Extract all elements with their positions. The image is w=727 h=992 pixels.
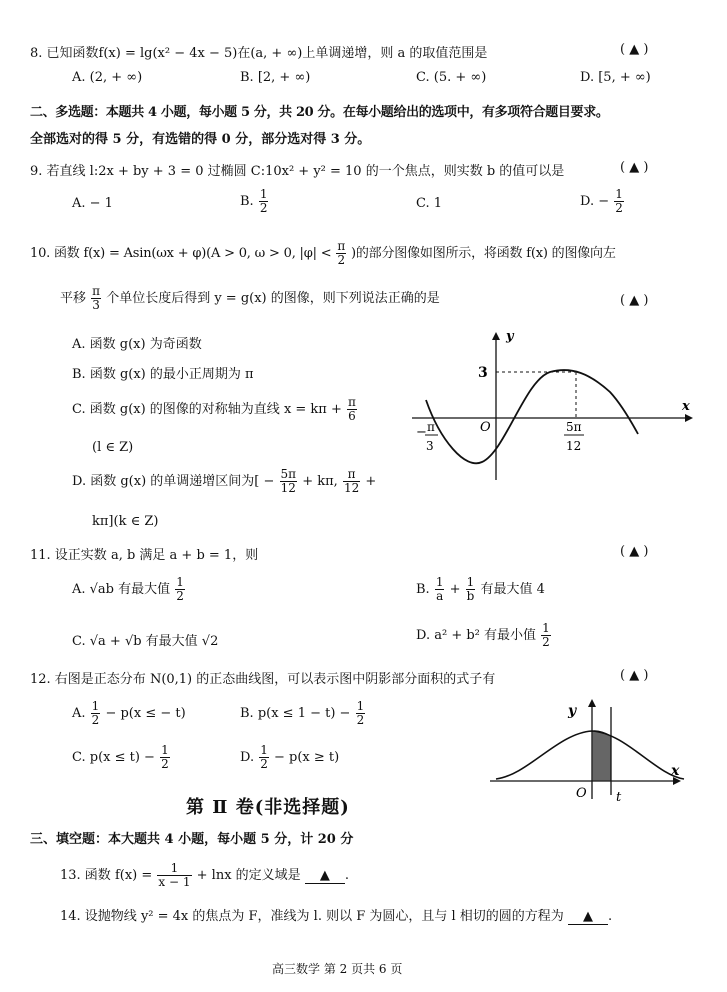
q10-option-c: C. 函数 g(x) 的图像的对称轴为直线 x = kπ + $\frac{\pi}{6}$ [72, 395, 356, 423]
q14-answer-blank[interactable]: ▲ [568, 909, 608, 925]
q11-option-a: A. √ab 有最大值 $\frac{1}{2}$ [72, 575, 184, 603]
q9-stem: 9. 若直线 l:2x + by + 3 = 0 过椭圆 C:10x² + y² = 10 的一个焦点，则实数 b 的值可以是 [30, 164, 565, 179]
q12-normal-curve-graph [488, 695, 688, 805]
q10-sine-graph [410, 330, 695, 490]
q12-option-b: B. p(x ≤ 1 − t) − $\frac{1}{2}$ [240, 699, 365, 727]
normal-curve [496, 731, 684, 779]
t-label: t [616, 790, 622, 805]
q9-option-b-prefix: B. [240, 194, 254, 209]
q9-option-a: A. − 1 [72, 196, 113, 211]
q9-option-d-prefix: D. − [580, 194, 610, 209]
section2-heading: 二、多选题：本题共 4 小题，每小题 5 分，共 20 分。在每小题给出的选项中，有多项符合题目要求。 [30, 105, 609, 120]
right-tick-numerator: 5π [566, 420, 582, 434]
q10-option-c-line2: (l ∈ Z) [92, 440, 134, 455]
part2-title: 第 Ⅱ 卷(非选择题) [186, 797, 350, 818]
shaded-area [592, 731, 611, 781]
sine-curve [426, 370, 638, 463]
x-axis-arrow-icon [685, 414, 693, 422]
q8-option-d: D. [5, + ∞) [580, 70, 651, 85]
q10-answer-mark: ( ▲ ) [620, 293, 649, 308]
q12-option-a: A. $\frac{1}{2}$ − p(x ≤ − t) [72, 699, 186, 727]
peak-value-label: 3 [478, 365, 488, 381]
y-axis-arrow-icon [588, 699, 596, 707]
q11-option-d: D. a² + b² 有最小值 $\frac{1}{2}$ [416, 621, 550, 649]
q10-stem-line2: 平移 $\frac{\pi}{3}$ 个单位长度后得到 y = g(x) 的图像，则下列说法正确的是 [60, 284, 440, 312]
q11-answer-mark: ( ▲ ) [620, 544, 649, 559]
q8-answer-mark: ( ▲ ) [620, 42, 649, 57]
q13-stem: 13. 函数 f(x) = $\frac{1}{x - 1}$ + lnx 的定义域是 ▲ . [60, 861, 349, 889]
q12-option-d: D. $\frac{1}{2}$ − p(x ≥ t) [240, 743, 340, 771]
q8-stem: 8. 已知函数f(x) = lg(x² − 4x − 5)在(a, + ∞)上单调递增，则 a 的取值范围是 [30, 46, 488, 61]
q9-option-d-fraction: $\frac{1}{2}$ [615, 187, 623, 215]
x-axis-label: x [682, 399, 690, 414]
y-axis-label: y [506, 330, 514, 344]
origin-label: O [576, 786, 587, 801]
left-tick-denominator: 3 [426, 439, 434, 453]
q10-option-b: B. 函数 g(x) 的最小正周期为 π [72, 367, 254, 382]
y-axis-label: y [568, 703, 577, 719]
left-tick-numerator: π [427, 420, 435, 434]
q9-option-c: C. 1 [416, 196, 443, 211]
q10-option-d-line2: kπ](k ∈ Z) [92, 514, 159, 529]
q12-stem: 12. 右图是正态分布 N(0,1) 的正态曲线图，可以表示图中阴影部分面积的式子有 [30, 672, 496, 687]
q8-option-b: B. [2, + ∞) [240, 70, 311, 85]
section2-scoring: 全部选对的得 5 分，有选错的得 0 分，部分选对得 3 分。 [30, 132, 371, 147]
x-axis-label: x [671, 763, 680, 779]
q9-option-d [580, 188, 625, 215]
q11-stem: 11. 设正实数 a, b 满足 a + b = 1，则 [30, 548, 259, 563]
q11-option-b: B. $\frac{1}{a}$ + $\frac{1}{b}$ 有最大值 4 [416, 575, 545, 603]
q12-option-c: C. p(x ≤ t) − $\frac{1}{2}$ [72, 743, 169, 771]
q10-stem-line1: 10. 函数 f(x) = Asin(ωx + φ)(A > 0, ω > 0, |φ| < $\frac{\pi}{2}$ )的部分图像如图所示，将函数 f(x) 的图像向左 [30, 239, 616, 267]
right-tick-denominator: 12 [566, 439, 582, 453]
q9-option-b-fraction: $\frac{1}{2}$ [259, 187, 268, 215]
page-footer: 高三数学 第 2 页共 6 页 [272, 962, 403, 976]
origin-label: O [480, 420, 491, 435]
q10-option-a: A. 函数 g(x) 为奇函数 [72, 337, 202, 352]
q9-option-b [240, 188, 269, 215]
left-tick-sign: − [416, 425, 427, 440]
q8-option-a: A. (2, + ∞) [72, 70, 143, 85]
section3-heading: 三、填空题：本大题共 4 小题，每小题 5 分，计 20 分 [30, 832, 354, 847]
y-axis-arrow-icon [492, 332, 500, 340]
q9-answer-mark: ( ▲ ) [620, 160, 649, 175]
q10-option-d: D. 函数 g(x) 的单调递增区间为[ − $\frac{5\pi}{12}$ + kπ, $\frac{\pi}{12}$ + [72, 467, 377, 495]
q13-answer-blank[interactable]: ▲ [305, 868, 345, 884]
q8-option-c: C. (5. + ∞) [416, 70, 487, 85]
q11-option-c: C. √a + √b 有最大值 √2 [72, 634, 219, 649]
q12-answer-mark: ( ▲ ) [620, 668, 649, 683]
q14-stem: 14. 设抛物线 y² = 4x 的焦点为 F，准线为 l. 则以 F 为圆心，且与 l 相切的圆的方程为 ▲ . [60, 909, 613, 924]
